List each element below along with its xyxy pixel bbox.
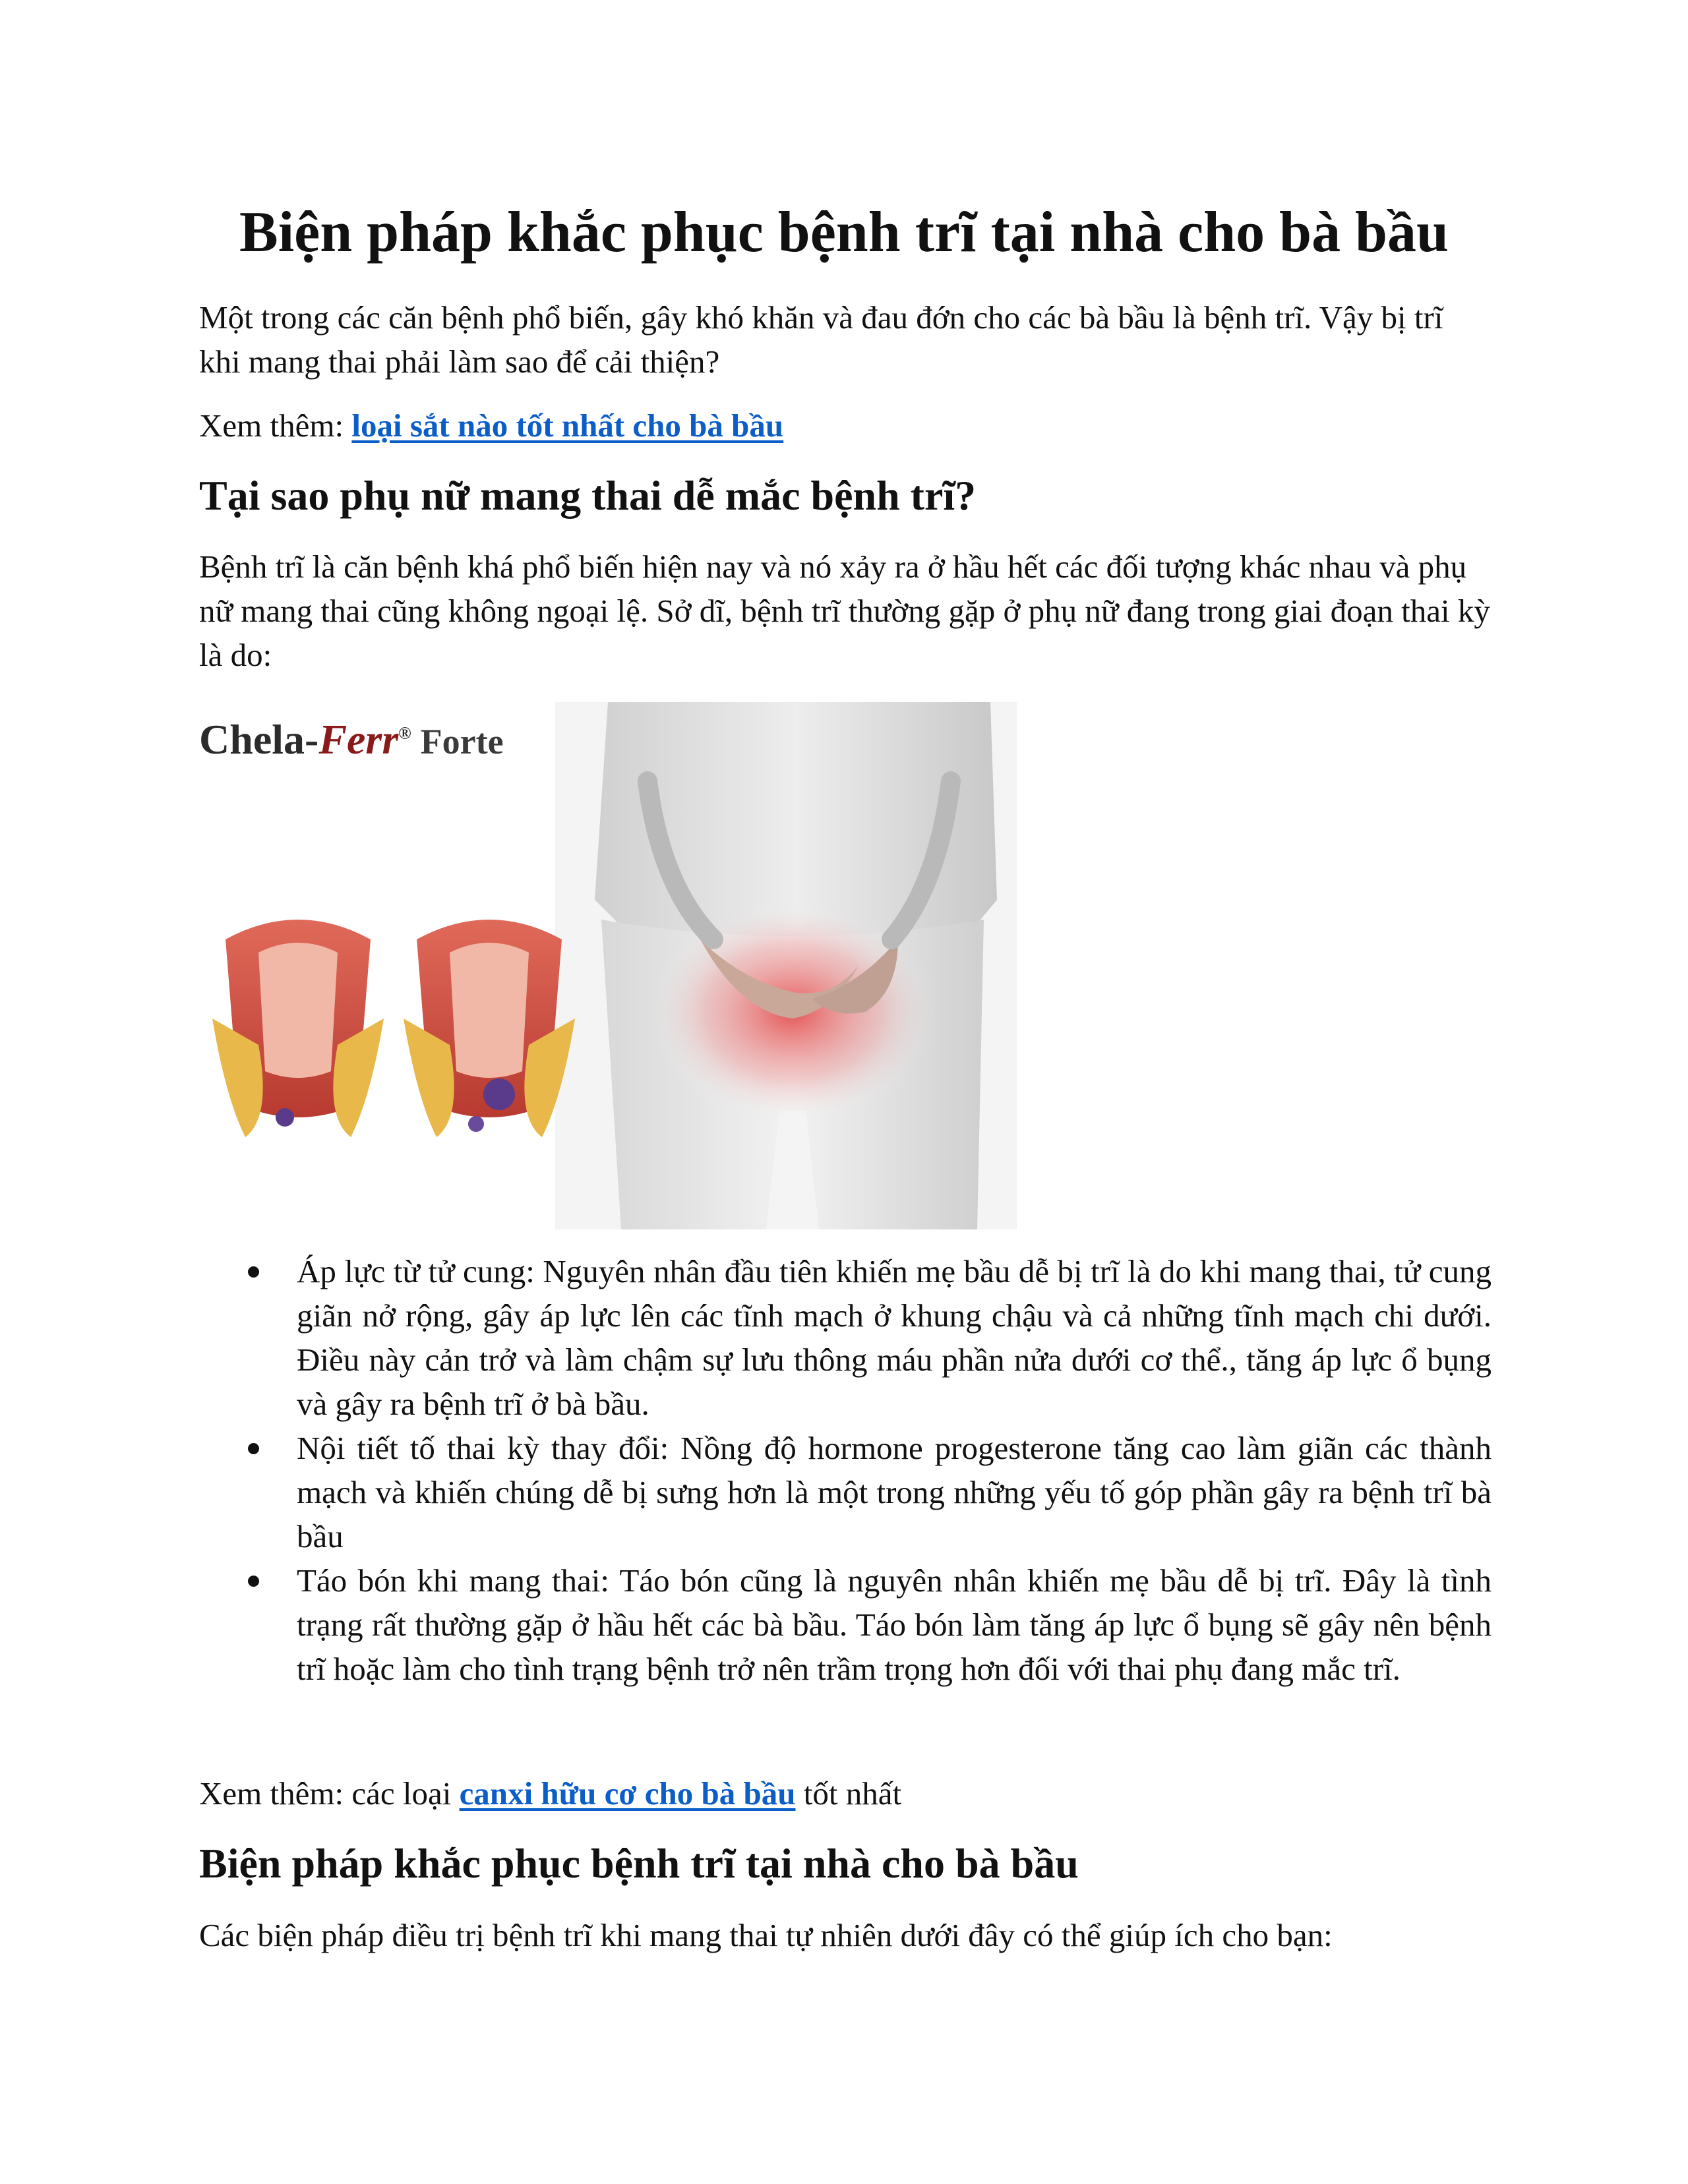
anatomy-diagram-left [212, 920, 384, 1137]
bullet-icon [248, 1266, 259, 1278]
see-more-prefix: Xem thêm: các loại [199, 1775, 460, 1812]
see-more-line-1 [199, 403, 1492, 448]
section-remedies-paragraph: Các biện pháp điều trị bệnh trĩ khi mang thai tự nhiên dưới đây có thể giúp ích cho bạn: [199, 1917, 1333, 1953]
section-heading-remedies: Biện pháp khắc phục bệnh trĩ tại nhà cho bà bầu [199, 1840, 1079, 1887]
brand-logo: Chela-Ferr® Forte [199, 716, 504, 763]
causes-list [199, 1249, 1492, 1691]
see-more-prefix: Xem thêm: [199, 407, 352, 444]
illustration-graphic [199, 702, 1017, 1229]
document-title: Biện pháp khắc phục bệnh trĩ tại nhà cho bà bầu [239, 200, 1449, 264]
section-why-paragraph: Bệnh trĩ là căn bệnh khá phổ biến hiện nay và nó xảy ra ở hầu hết các đối tượng khác nhau và phụ nữ mang thai cũng không ngoại lệ. Sở dĩ, bệnh trĩ thường gặp ở phụ nữ đang trong giai đoạn thai kỳ là do: [199, 548, 1490, 673]
bullet-icon [248, 1443, 259, 1454]
anatomy-diagram-right [404, 920, 575, 1137]
list-item: Táo bón khi mang thai: Táo bón cũng là nguyên nhân khiến mẹ bầu dễ bị trĩ. Đây là tình trạng rất thường gặp ở hầu hết các bà bầu. Táo bón làm tăng áp lực ổ bụng sẽ gây nên bệnh trĩ hoặc làm cho tình trạng bệnh trở nên trầm trọng hơn đối với thai phụ đang mắc trĩ. [199, 1558, 1492, 1691]
intro-paragraph: Một trong các căn bệnh phổ biến, gây khó khăn và đau đớn cho các bà bầu là bệnh trĩ. Vậy bị trĩ khi mang thai phải làm sao để cải thiện? [199, 299, 1443, 380]
see-more-suffix: tốt nhất [795, 1775, 902, 1812]
list-item: Áp lực từ tử cung: Nguyên nhân đầu tiên khiến mẹ bầu dễ bị trĩ là do khi mang thai, tử cung giãn nở rộng, gây áp lực lên các tĩnh mạch ở khung chậu và cả những tĩnh mạch chi dưới. Điều này cản trở và làm chậm sự lưu thông máu phần nửa dưới cơ thể., tăng áp lực ổ bụng và gây ra bệnh trĩ ở bà bầu. [199, 1249, 1492, 1426]
section-heading-why: Tại sao phụ nữ mang thai dễ mắc bệnh trĩ? [199, 472, 977, 519]
list-item: Nội tiết tố thai kỳ thay đổi: Nồng độ hormone progesterone tăng cao làm giãn các thành mạch và khiến chúng dễ bị sưng hơn là một trong những yếu tố góp phần gây ra bệnh trĩ bà bầu [199, 1426, 1492, 1558]
link-iron-supplement[interactable]: loại sắt nào tốt nhất cho bà bầu [351, 407, 784, 444]
bullet-icon [248, 1576, 259, 1587]
link-calcium-supplement[interactable]: canxi hữu cơ cho bà bầu [459, 1775, 796, 1812]
hemorrhoid-illustration [199, 702, 1017, 1229]
see-more-line-2 [199, 1771, 1492, 1815]
